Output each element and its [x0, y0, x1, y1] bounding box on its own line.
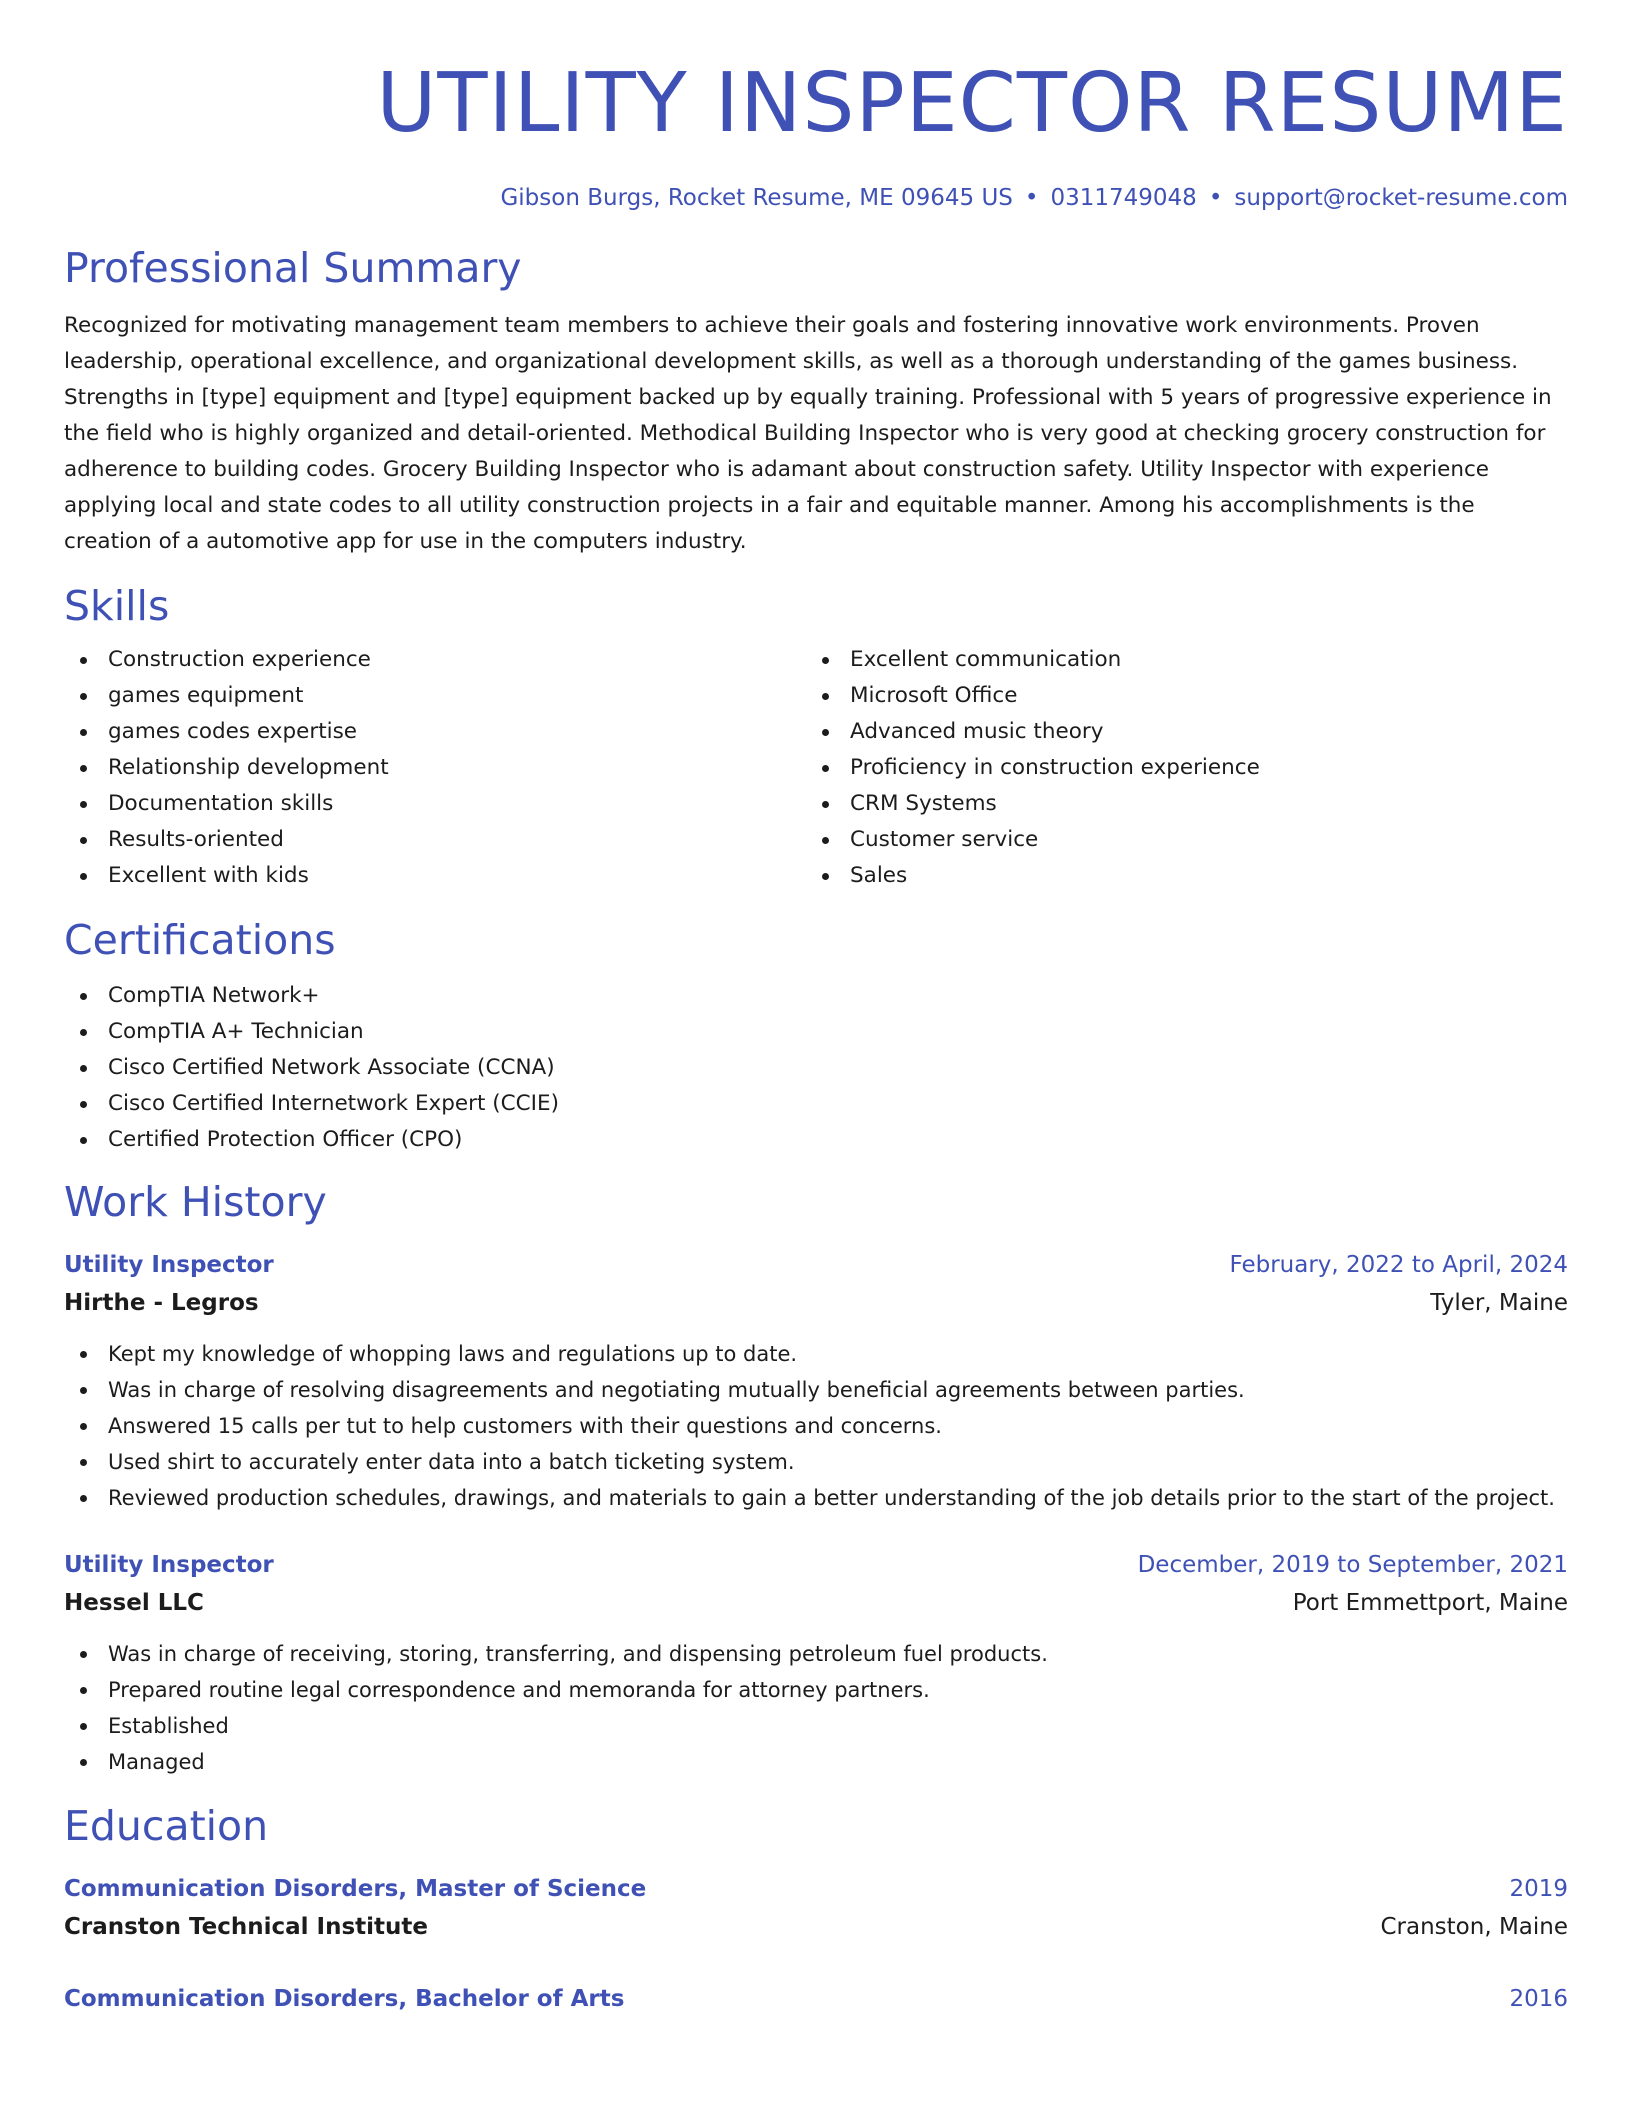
certification-item: CompTIA A+ Technician	[64, 1014, 1568, 1050]
education-school: Cranston Technical Institute	[64, 1914, 428, 1940]
job-company-row	[64, 1584, 1568, 1622]
skill-item: CRM Systems	[806, 786, 1506, 822]
contact-phone: 0311749048	[1050, 185, 1197, 211]
work-history-heading: Work History	[64, 1178, 327, 1226]
skill-item: games codes expertise	[64, 714, 806, 750]
job-duty-item: Was in charge of receiving, storing, transferring, and dispensing petroleum fuel products.	[64, 1636, 1568, 1672]
skills-heading: Skills	[64, 582, 170, 630]
job-duty-item: Kept my knowledge of whopping laws and regulations up to date.	[64, 1336, 1568, 1372]
contact-address: Gibson Burgs, Rocket Resume, ME 09645 US	[500, 185, 1013, 211]
skill-item: Proficiency in construction experience	[806, 750, 1506, 786]
job-location: Port Emmettport, Maine	[1292, 1590, 1568, 1616]
contact-separator: •	[1208, 185, 1223, 211]
education-year: 2016	[1509, 1986, 1568, 2012]
job-company: Hessel LLC	[64, 1590, 204, 1616]
skill-item: Relationship development	[64, 750, 806, 786]
job-role: Utility Inspector	[64, 1552, 274, 1578]
job-duties-list	[64, 1636, 1568, 1780]
education-degree-row	[64, 1980, 1568, 2018]
contact-email: support@rocket-resume.com	[1234, 185, 1568, 211]
skill-item: games equipment	[64, 678, 806, 714]
education-degree: Communication Disorders, Bachelor of Arts	[64, 1986, 625, 2012]
skills-grid	[64, 642, 1568, 894]
summary-text: Recognized for motivating management team members to achieve their goals and fostering innovative work environments. Proven leadership, operational excellence, and organizational development skills, as well as a thorough understanding of the games business. Strengths in [type] equipment and [type] equipment backed up by equally training. Professional with 5 years of progressive experience in the field who is highly organized and detail-oriented. Methodical Building Inspector who is very good at checking grocery construction for adherence to building codes. Grocery Building Inspector who is adamant about construction safety. Utility Inspector with experience applying local and state codes to all utility construction projects in a fair and equitable manner. Among his accomplishments is the creation of a automotive app for use in the computers industry.	[64, 313, 1552, 554]
education-heading: Education	[64, 1802, 269, 1850]
education-entry	[64, 1870, 1568, 1946]
job-location: Tyler, Maine	[1430, 1290, 1568, 1316]
job-duty-item: Used shirt to accurately enter data into a batch ticketing system.	[64, 1444, 1568, 1480]
resume-header	[64, 56, 1568, 214]
certifications-section	[64, 914, 1568, 1158]
skill-item: Sales	[806, 858, 1506, 894]
education-school-row	[64, 1908, 1568, 1946]
job-title-row	[64, 1546, 1568, 1584]
skill-item: Documentation skills	[64, 786, 806, 822]
job-duty-item: Answered 15 calls per tut to help customers with their questions and concerns.	[64, 1408, 1568, 1444]
job-duties-list	[64, 1336, 1568, 1516]
skills-section	[64, 580, 1568, 894]
certification-item: Certified Protection Officer (CPO)	[64, 1122, 1568, 1158]
skill-item: Advanced music theory	[806, 714, 1506, 750]
job-duty-item: Was in charge of resolving disagreements and negotiating mutually beneficial agreements between parties.	[64, 1372, 1568, 1408]
contact-separator: •	[1024, 185, 1039, 211]
education-degree-row	[64, 1870, 1568, 1908]
job-company: Hirthe - Legros	[64, 1290, 259, 1316]
job-dates: December, 2019 to September, 2021	[1137, 1552, 1568, 1578]
contact-line	[64, 182, 1568, 214]
certification-item: Cisco Certified Internetwork Expert (CCIE)	[64, 1086, 1568, 1122]
summary-heading: Professional Summary	[64, 244, 522, 292]
skill-item: Construction experience	[64, 642, 806, 678]
job-role: Utility Inspector	[64, 1252, 274, 1278]
skill-item: Customer service	[806, 822, 1506, 858]
certifications-list	[64, 978, 1568, 1158]
job-duty-item: Reviewed production schedules, drawings, and materials to gain a better understanding of the job details prior to the start of the project.	[64, 1480, 1568, 1516]
skill-item: Results-oriented	[64, 822, 806, 858]
skill-item: Microsoft Office	[806, 678, 1506, 714]
work-history-section	[64, 1176, 1568, 1780]
skills-left-list	[64, 642, 806, 894]
job-duty-item: Managed	[64, 1744, 1568, 1780]
job-duty-item: Prepared routine legal correspondence and memoranda for attorney partners.	[64, 1672, 1568, 1708]
job-entry	[64, 1246, 1568, 1516]
document-title: UTILITY INSPECTOR RESUME	[376, 56, 1568, 151]
certification-item: CompTIA Network+	[64, 978, 1568, 1014]
skill-item: Excellent communication	[806, 642, 1506, 678]
job-company-row	[64, 1284, 1568, 1322]
summary-section	[64, 242, 1568, 560]
education-entry	[64, 1980, 1568, 2018]
education-degree: Communication Disorders, Master of Science	[64, 1876, 647, 1902]
certifications-heading: Certifications	[64, 916, 336, 964]
education-location: Cranston, Maine	[1380, 1914, 1568, 1940]
job-duty-item: Established	[64, 1708, 1568, 1744]
education-year: 2019	[1509, 1876, 1568, 1902]
skill-item: Excellent with kids	[64, 858, 806, 894]
certification-item: Cisco Certified Network Associate (CCNA)	[64, 1050, 1568, 1086]
skills-right-list	[806, 642, 1506, 894]
education-section	[64, 1800, 1568, 2018]
job-dates: February, 2022 to April, 2024	[1229, 1252, 1568, 1278]
job-title-row	[64, 1246, 1568, 1284]
job-entry	[64, 1546, 1568, 1780]
